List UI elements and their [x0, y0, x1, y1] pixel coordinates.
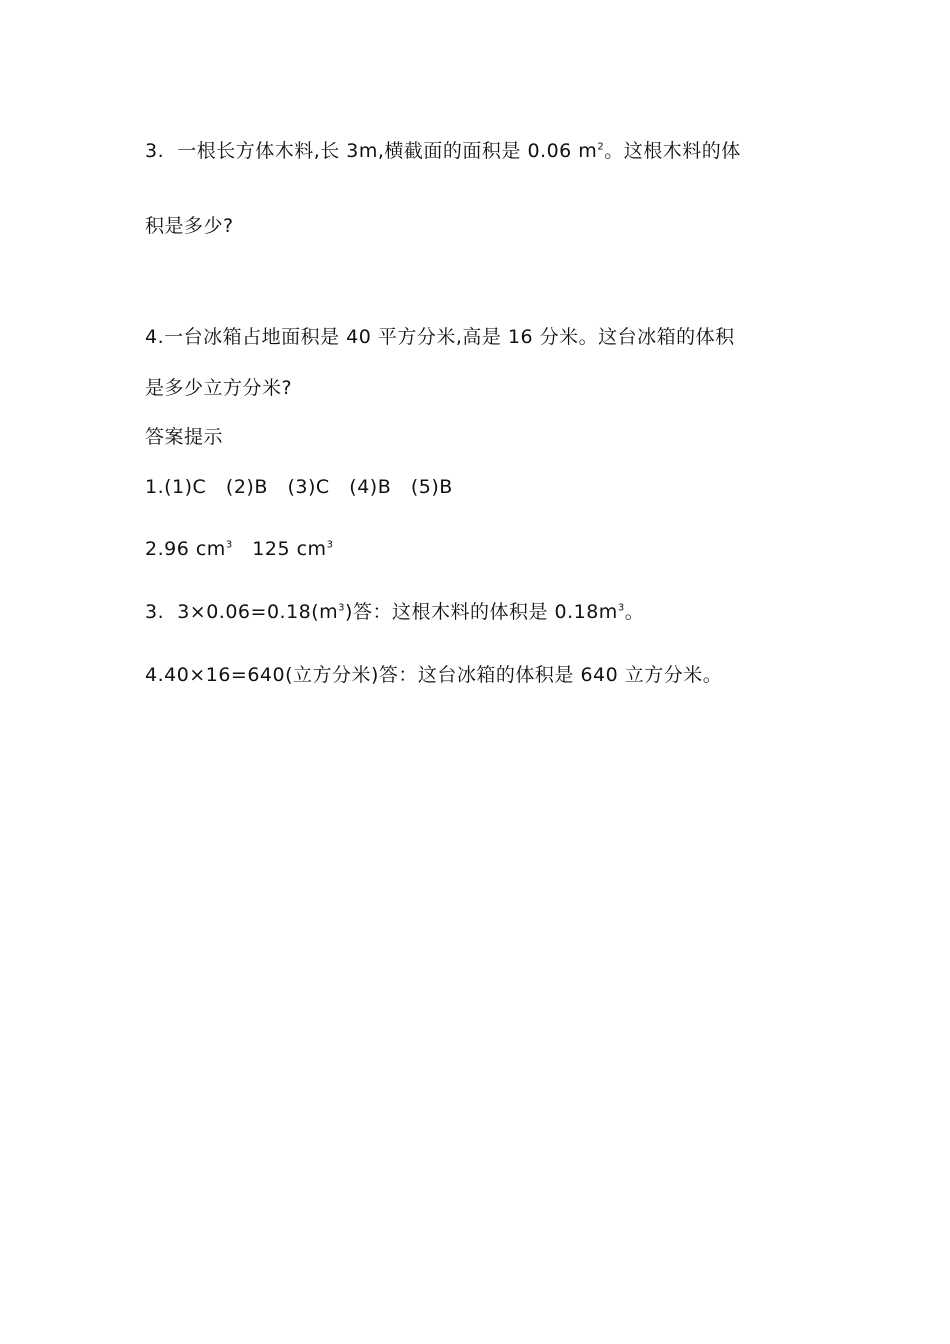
answer-2-part-1: 2.96 cm [145, 538, 226, 560]
superscript-3: 3 [617, 602, 625, 614]
question-3-line-2: 积是多少? [145, 215, 234, 237]
question-3-text-a: 3. 一根长方体木料,长 3m,横截面的面积是 0.06 m [145, 140, 598, 162]
question-3-line-1 [145, 139, 741, 163]
question-4-line-1: 4.一台冰箱占地面积是 40 平方分米,高是 16 分米。这台冰箱的体积 [145, 326, 735, 348]
superscript-3: 3 [326, 539, 334, 551]
superscript-3: 3 [338, 602, 346, 614]
answers-heading: 答案提示 [145, 426, 224, 448]
answer-2-part-2: 125 cm [232, 538, 327, 560]
answer-1: 1.(1)C (2)B (3)C (4)B (5)B [145, 476, 453, 498]
answer-3-part-2: )答：这根木料的体积是 0.18m [345, 601, 618, 623]
question-4-line-2: 是多少立方分米? [145, 377, 293, 399]
answer-3-part-3: 。 [624, 601, 645, 623]
answer-4: 4.40×16=640(立方分米)答：这台冰箱的体积是 640 立方分米。 [145, 664, 723, 686]
superscript-3: 3 [225, 539, 233, 551]
question-3-text-b: 。这根木料的体 [604, 140, 741, 162]
answer-3 [145, 600, 644, 624]
answer-2 [145, 537, 333, 561]
answer-3-part-1: 3. 3×0.06=0.18(m [145, 601, 339, 623]
superscript-2: 2 [597, 141, 605, 153]
